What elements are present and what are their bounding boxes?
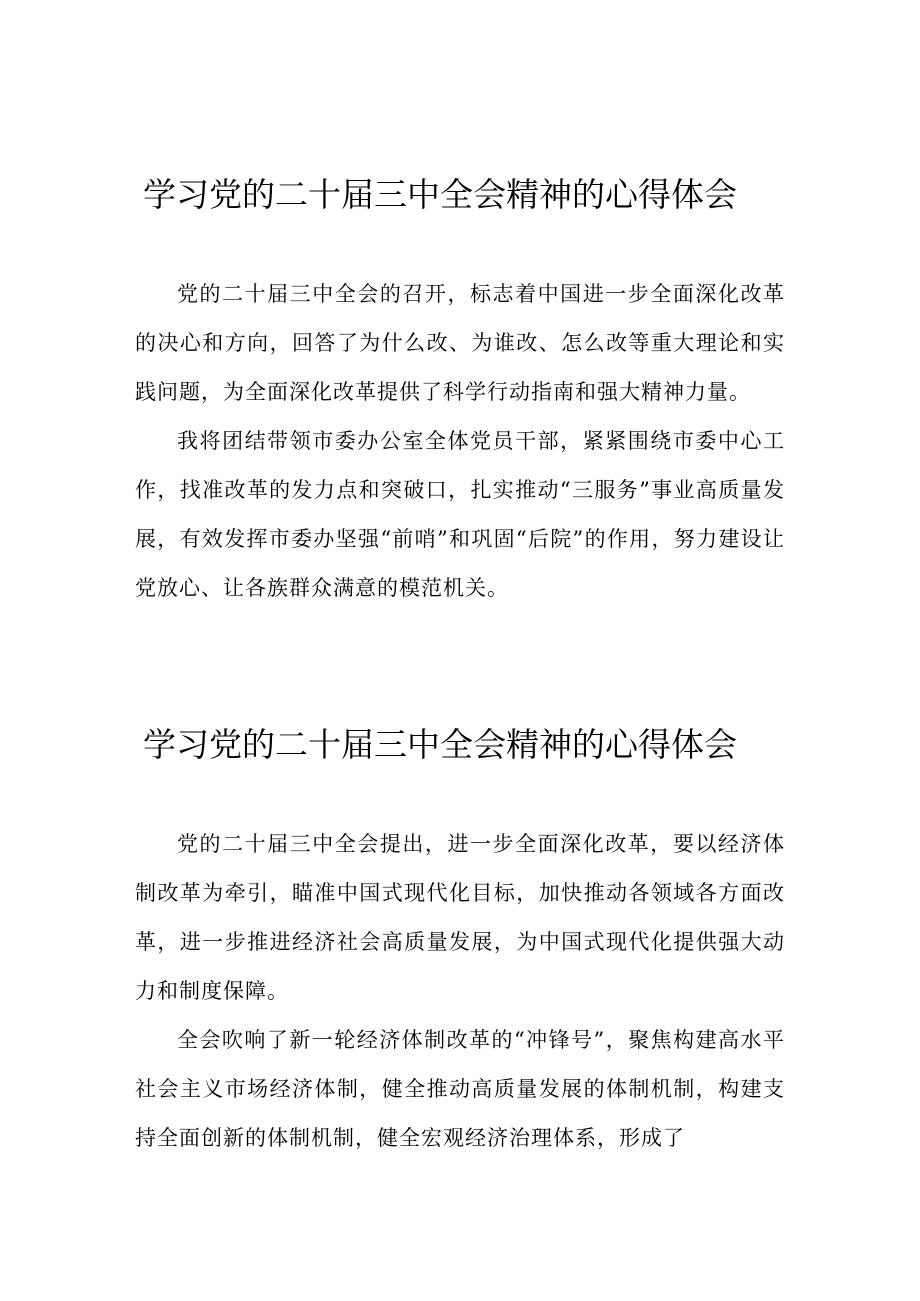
article-title: 学习党的二十届三中全会精神的心得体会 xyxy=(143,175,737,214)
article-body xyxy=(0,270,785,613)
paragraph: 我将团结带领市委办公室全体党员干部，紧紧围绕市委中心工作，找准改革的发力点和突破口，扎实推动“三服务”事业高质量发展，有效发挥市委办坚强“前哨”和巩固“后院”的作用，努力建设让党放心、让各族群众满意的模范机关。 xyxy=(135,429,785,600)
paragraph: 党的二十届三中全会的召开，标志着中国进一步全面深化改革的决心和方向，回答了为什么改、为谁改、怎么改等重大理论和实践问题，为全面深化改革提供了科学行动指南和强大精神力量。 xyxy=(135,282,785,404)
article-section-2 xyxy=(0,720,920,1163)
paragraph: 全会吹响了新一轮经济体制改革的“冲锋号”，聚焦构建高水平社会主义市场经济体制，健全推动高质量发展的体制机制，构建支持全面创新的体制机制，健全宏观经济治理体系，形成了 xyxy=(135,1028,785,1150)
article-title: 学习党的二十届三中全会精神的心得体会 xyxy=(143,725,737,764)
article-body xyxy=(0,820,785,1163)
paragraph: 党的二十届三中全会提出，进一步全面深化改革，要以经济体制改革为牵引，瞄准中国式现代化目标，加快推动各领域各方面改革，进一步推进经济社会高质量发展，为中国式现代化提供强大动力和制度保障。 xyxy=(135,832,785,1003)
article-section-1 xyxy=(0,170,920,613)
